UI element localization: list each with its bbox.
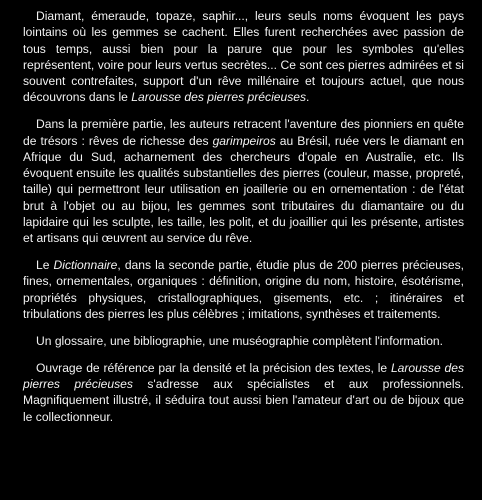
paragraph-intro — [23, 8, 464, 106]
italic-term: Dictionnaire — [53, 258, 118, 273]
text-run: Ouvrage de référence par la densité et la précision des textes, le — [36, 360, 391, 375]
paragraph-glossary — [23, 333, 464, 349]
book-title-italic: Larousse des pierres précieuses — [131, 90, 307, 105]
italic-term: garimpeiros — [212, 133, 276, 148]
description-text — [23, 8, 464, 435]
text-run: Le — [36, 258, 54, 273]
text-run: Diamant, émeraude, topaze, saphir..., leurs seuls noms évoquent les pays lointains où les gemmes se cachent. Elles furent recherchées avec passion de tous temps, aussi bien pour la parure que pour les symboles qu'elles représentent, voire pour leurs vertus secrètes... Ce sont ces pierres admirées et si souvent contrefaites, support d'un rêve millénaire et toujours actuel, que nous découvrons dans le — [23, 9, 464, 105]
paragraph-first-part — [23, 116, 464, 246]
text-run: . — [306, 90, 310, 105]
book-title-italic: Larousse des pierres précieuses — [23, 360, 464, 391]
text-run: au Brésil, ruée vers le diamant en Afrique du Sud, acharnement des chercheurs d'opale en Australie, etc. Ils évoquent ensuite les qualités substantielles des pierres (couleur, masse, propreté, taille) qui permettront leur utilisation en joaillerie ou en ornementation : de l'état brut à l'objet ou au bijou, les gemmes sont tributaires du diamantaire ou du lapidaire qui les sculpte, les taille, les polit, et du joaillier qui les présente, artistes et artisans qui œuvrent au service du rêve. — [23, 133, 464, 246]
paragraph-conclusion — [23, 360, 464, 425]
text-run: Dans la première partie, les auteurs retracent l'aventure des pionniers en quête de trésors : rêves de richesse des — [23, 117, 464, 148]
paragraph-dictionary — [23, 257, 464, 322]
text-run: , dans la seconde partie, étudie plus de 200 pierres précieuses, fines, ornementales, organiques : définition, origine du nom, histoire, ésotérisme, propriétés physiques, cristallographiques, gisements, etc. ; itinéraires et tribulations des pierres les plus célèbres ; imitations, synthèses et traitements. — [23, 258, 465, 322]
text-run: s'adresse aux spécialistes et aux professionnels. Magnifiquement illustré, il séduira tout aussi bien l'amateur d'art ou de bijoux que le collectionneur. — [23, 376, 465, 424]
text-run: Un glossaire, une bibliographie, une muséographie complètent l'information. — [36, 333, 444, 348]
